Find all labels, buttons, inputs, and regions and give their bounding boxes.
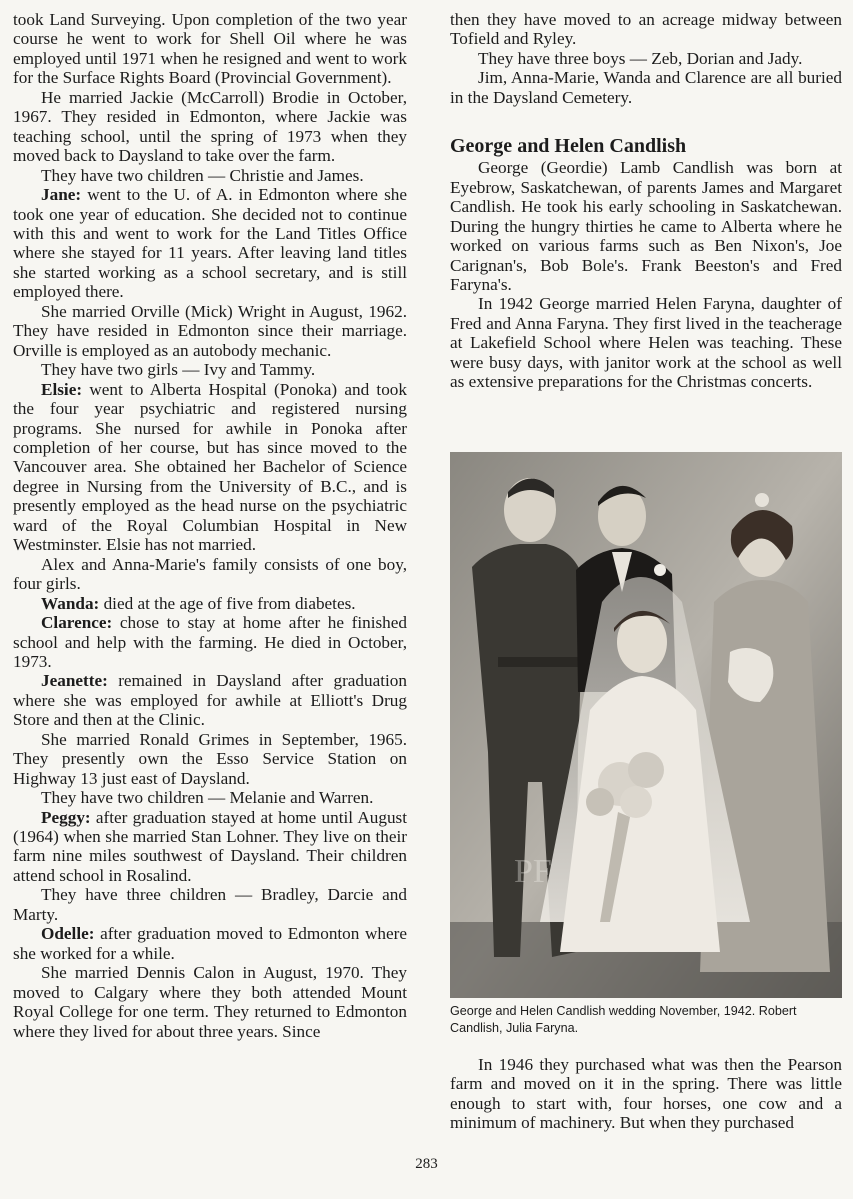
- wedding-photo: [450, 452, 842, 998]
- paragraph-text: went to the U. of A. in Edmonton where she took one year of education. She decided not to continue with this and went to work for the Land Titles Office where she stayed for 11 years. After leaving land titles she started working as a school secretary, and is still employed there.: [13, 185, 407, 302]
- paragraph-text: remained in Daysland after graduation where she was employed for awhile at Elliott's Drug Store and then at the Clinic.: [13, 671, 407, 730]
- person-name: Jane:: [41, 185, 82, 205]
- person-name: Elsie:: [41, 379, 83, 399]
- paragraph: They have three boys — Zeb, Dorian and Jady.: [478, 48, 803, 68]
- paragraph: [13, 924, 407, 963]
- person-name: Peggy:: [41, 807, 91, 827]
- person-name: Odelle:: [41, 924, 95, 944]
- paragraph: then they have moved to an acreage midway between Tofield and Ryley.: [450, 10, 842, 49]
- person-name: Wanda:: [41, 593, 100, 613]
- paragraph: She married Ronald Grimes in September, 1965. They presently own the Esso Service Station on Highway 13 just east of Daysland.: [13, 729, 407, 788]
- wedding-photo-illustration: [450, 452, 842, 998]
- section-title: George and Helen Candlish: [450, 135, 687, 158]
- paragraph: They have three children — Bradley, Darcie and Marty.: [13, 885, 407, 924]
- paragraph: She married Orville (Mick) Wright in August, 1962. They have resided in Edmonton since their marriage. Orville is employed as an autobody mechanic.: [13, 301, 407, 360]
- right-column: [450, 10, 842, 392]
- paragraph: They have two girls — Ivy and Tammy.: [41, 360, 316, 380]
- paragraph-text: went to Alberta Hospital (Ponoka) and took the four year psychiatric and registered nursing programs. She nursed for awhile in Ponoka after completion of her course, but has since moved to the Vancouver area. She obtained her Bachelor of Science degree in Nursing from the University of B.C., and is presently employed as the head nurse on the psychiatric ward of the Royal Columbian Hospital in New Westminster. Elsie has not married.: [13, 379, 407, 555]
- page-number: 283: [415, 1156, 438, 1172]
- person-name: Jeanette:: [41, 671, 108, 691]
- right-column-continued: [450, 1055, 842, 1133]
- paragraph: [13, 185, 407, 302]
- paragraph: [13, 671, 407, 729]
- paragraph: George (Geordie) Lamb Candlish was born at Eyebrow, Saskatchewan, of parents James and Margaret Candlish. He took his early schooling in Saskatchewan. During the hungry thirties he came to Alberta where he worked on various farms such as Ben Nixon's, Joe Carignan's, Bob Bole's. Frank Beeston's and Fred Faryna's.: [450, 158, 842, 294]
- paragraph-text: died at the age of five from diabetes.: [99, 593, 356, 613]
- paragraph: She married Dennis Calon in August, 1970. They moved to Calgary where they both attended Mount Royal College for one term. They returned to Edmonton where they lived for about three years. Since: [13, 963, 407, 1041]
- paragraph: He married Jackie (McCarroll) Brodie in October, 1967. They resided in Edmonton, where Jackie was teaching school, until the spring of 1973 when they moved back to Daysland to take over the farm.: [13, 87, 407, 166]
- paragraph: In 1942 George married Helen Faryna, daughter of Fred and Anna Faryna. They first lived in the teacherage at Lakefield School where Helen was teaching. These were busy days, with janitor work at the school as well as extensive preparations for the Christmas concerts.: [450, 294, 842, 392]
- paragraph: [13, 808, 407, 886]
- photo-caption: George and Helen Candlish wedding November, 1942. Robert Candlish, Julia Faryna.: [450, 1004, 797, 1035]
- paragraph: [13, 594, 407, 613]
- paragraph-text: after graduation stayed at home until August (1964) when she married Stan Lohner. They live on their farm nine miles southwest of Daysland. Their children attend school in Rosalind.: [13, 807, 407, 885]
- paragraph-text: after graduation moved to Edmonton where she worked for a while.: [13, 924, 407, 963]
- paragraph-text: chose to stay at home after he finished school and help with the farming. He died in October, 1973.: [13, 613, 407, 671]
- paragraph: [13, 380, 407, 555]
- paragraph: took Land Surveying. Upon completion of the two year course he went to work for Shell Oil where he was employed until 1971 when he resigned and went to work for the Surface Rights Board (Provincial Government).: [13, 10, 407, 88]
- paragraph: [13, 613, 407, 671]
- paragraph: Alex and Anna-Marie's family consists of one boy, four girls.: [13, 554, 407, 594]
- paragraph: Jim, Anna-Marie, Wanda and Clarence are all buried in the Daysland Cemetery.: [450, 68, 842, 107]
- paragraph: They have two children — Christie and James.: [41, 165, 364, 185]
- left-column: [13, 10, 407, 1041]
- svg-text:PF: PF: [514, 853, 552, 890]
- person-name: Clarence:: [41, 613, 113, 633]
- paragraph: They have two children — Melanie and Warren.: [41, 788, 374, 808]
- paragraph: In 1946 they purchased what was then the Pearson farm and moved on it in the spring. There was little enough to start with, four horses, one cow and a minimum of machinery. But when they purchased: [450, 1055, 842, 1133]
